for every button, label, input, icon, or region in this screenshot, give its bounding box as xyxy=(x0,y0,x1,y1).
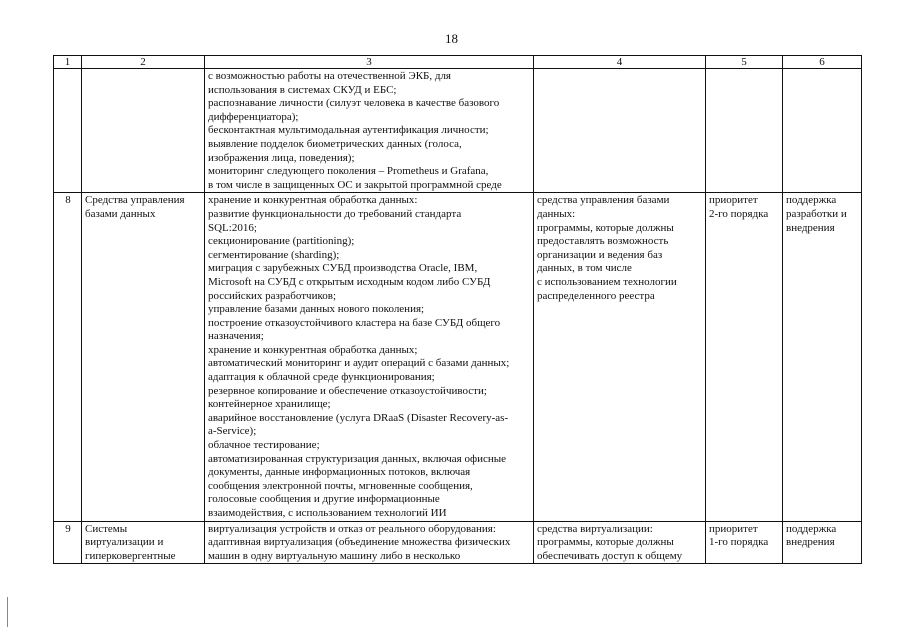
text-line: изображения лица, поведения); xyxy=(208,151,355,164)
text-line: машин в одну виртуальную машину либо в несколько xyxy=(208,549,461,562)
page-number: 18 xyxy=(445,31,458,46)
text-line: поддержка xyxy=(786,194,837,207)
product-description-cell xyxy=(534,69,706,193)
product-description-cell xyxy=(534,193,706,521)
text-line: 2-го порядка xyxy=(709,207,769,220)
text-line: поддержка xyxy=(786,522,837,535)
text-line: в том числе в защищенных ОС и закрытой программной среде xyxy=(208,178,502,191)
text-line: построение отказоустойчивого кластера на базе СУБД общего xyxy=(208,316,501,329)
directions-cell xyxy=(205,521,534,564)
text-line: с возможностью работы на отечественной ЭКБ, для xyxy=(208,70,451,82)
text-line: автоматизированная структуризация данных, включая офисные xyxy=(208,452,507,465)
text-line: виртуализация устройств и отказ от реального оборудования: xyxy=(208,522,496,535)
text-line: аварийное восстановление (услуга DRaaS (Disaster Recovery-as- xyxy=(208,411,509,424)
text-line: секционирование (partitioning); xyxy=(208,235,355,248)
priority-cell xyxy=(706,193,783,521)
text-line: 1-го порядка xyxy=(709,536,769,549)
text-line: взаимодействия, с использованием технологий ИИ xyxy=(208,507,447,519)
text-line: Системы xyxy=(85,522,128,535)
technology-name-cell xyxy=(82,193,205,521)
scan-margin-mark xyxy=(7,597,8,627)
column-header: 3 xyxy=(205,56,534,69)
text-line: контейнерное хранилище; xyxy=(208,398,331,411)
text-line: данных: xyxy=(537,207,576,220)
text-line: Средства управления xyxy=(85,194,185,207)
product-description-cell xyxy=(534,521,706,564)
text-line: программы, которые должны xyxy=(537,536,674,549)
technology-table xyxy=(53,55,862,564)
table-row xyxy=(54,193,862,521)
text-line: выявление подделок биометрических данных (голоса, xyxy=(208,137,462,150)
row-number-cell xyxy=(54,69,82,193)
column-header: 4 xyxy=(534,56,706,69)
support-measure-cell xyxy=(783,69,862,193)
directions-cell xyxy=(205,69,534,193)
column-header: 2 xyxy=(82,56,205,69)
text-line: приоритет xyxy=(709,522,758,535)
text-line: хранение и конкурентная обработка данных: xyxy=(208,194,418,207)
text-line: развитие функциональности до требований стандарта xyxy=(208,207,462,220)
text-line: Microsoft на СУБД с открытым исходным кодом либо СУБД xyxy=(208,275,491,288)
text-line: использования в системах СКУД и ЕБС; xyxy=(208,83,397,96)
text-line: организации и ведения баз xyxy=(537,248,663,261)
text-line: бесконтактная мультимодальная аутентификация личности; xyxy=(208,124,489,137)
row-number-cell: 9 xyxy=(54,521,82,564)
text-line: a-Service); xyxy=(208,425,257,438)
text-line: SQL:2016; xyxy=(208,221,257,234)
table-row xyxy=(54,521,862,564)
text-line: гиперковергентные xyxy=(85,549,176,562)
text-line: программы, которые должны xyxy=(537,221,674,234)
text-line: автоматический мониторинг и аудит операций с базами данных; xyxy=(208,357,510,370)
text-line: назначения; xyxy=(208,330,264,343)
text-line: распределенного реестра xyxy=(537,289,655,302)
header-row xyxy=(54,56,862,69)
text-line: разработки и xyxy=(786,207,847,220)
column-header: 5 xyxy=(706,56,783,69)
text-line: управление базами данных нового поколения; xyxy=(208,303,425,316)
support-measure-cell xyxy=(783,193,862,521)
text-line: внедрения xyxy=(786,536,835,549)
text-line: обеспечивать доступ к общему xyxy=(537,549,683,562)
text-line: предоставлять возможность xyxy=(537,235,669,248)
text-line: облачное тестирование; xyxy=(208,439,320,452)
text-line: сегментирование (sharding); xyxy=(208,248,340,261)
text-line: распознавание личности (силуэт человека в качестве базового xyxy=(208,97,500,110)
technology-name-cell xyxy=(82,521,205,564)
technology-name-cell xyxy=(82,69,205,193)
directions-cell xyxy=(205,193,534,521)
text-line: с использованием технологии xyxy=(537,275,677,288)
priority-cell xyxy=(706,69,783,193)
column-header: 6 xyxy=(783,56,862,69)
text-line: внедрения xyxy=(786,221,835,234)
support-measure-cell xyxy=(783,521,862,564)
text-line: документы, данные информационных потоков, включая xyxy=(208,466,471,479)
text-line: сообщения электронной почты, мгновенные сообщения, xyxy=(208,479,473,492)
text-line: средства управления базами xyxy=(537,194,670,207)
text-line: миграция с зарубежных СУБД производства Oracle, IBM, xyxy=(208,262,478,275)
row-number-cell: 8 xyxy=(54,193,82,521)
text-line: базами данных xyxy=(85,207,156,220)
text-line: голосовые сообщения и другие информационные xyxy=(208,493,440,506)
text-line: виртуализации и xyxy=(85,536,164,549)
table-row xyxy=(54,69,862,193)
text-line: адаптация к облачной среде функционирования; xyxy=(208,371,435,384)
priority-cell xyxy=(706,521,783,564)
text-line: российских разработчиков; xyxy=(208,289,336,302)
column-header: 1 xyxy=(54,56,82,69)
text-line: хранение и конкурентная обработка данных; xyxy=(208,343,418,356)
text-line: дифференциатора); xyxy=(208,110,299,123)
text-line: резервное копирование и обеспечение отказоустойчивости; xyxy=(208,384,487,397)
text-line: приоритет xyxy=(709,194,758,207)
text-line: адаптивная виртуализация (объединение множества физических xyxy=(208,536,511,549)
text-line: данных, в том числе xyxy=(537,262,632,275)
text-line: средства виртуализации: xyxy=(537,522,653,535)
text-line: мониторинг следующего поколения – Prometheus и Grafana, xyxy=(208,165,489,178)
